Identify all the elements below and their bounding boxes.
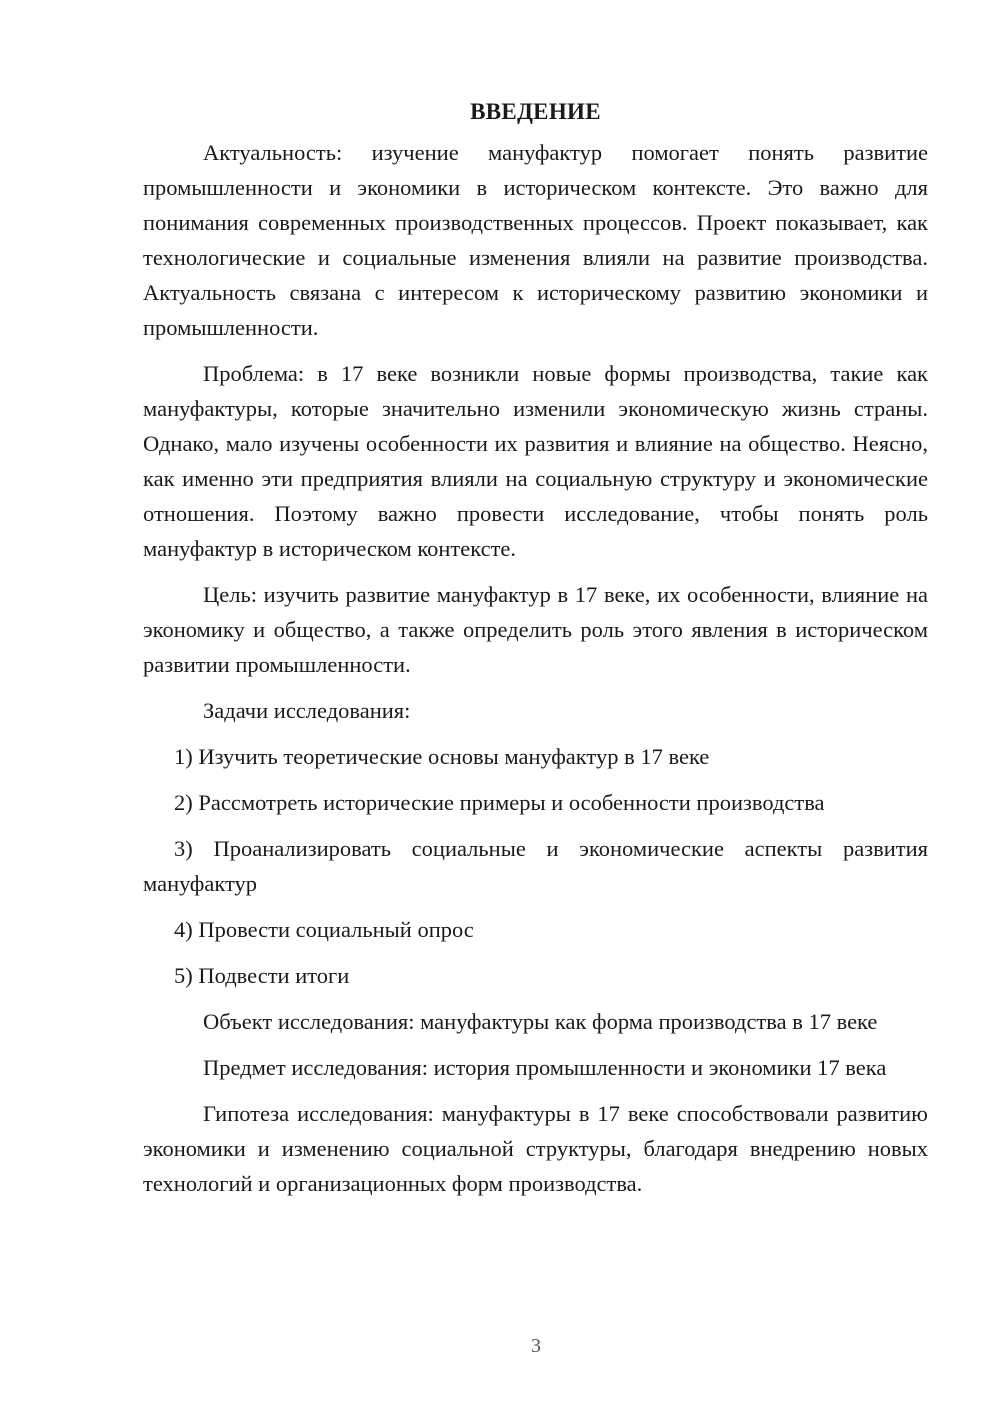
relevance-paragraph: Актуальность: изучение мануфактур помогает понять развитие промышленности и экономики в историческом контексте. Это важно для понимания современных производственных процессов. Проект показывает, как технологические и социальные изменения влияли на развитие производства. Актуальность связана с интересом к историческому развитию экономики и промышленности. bbox=[143, 140, 928, 340]
section-title: ВВЕДЕНИЕ bbox=[470, 99, 601, 124]
task-item-4: 4) Провести социальный опрос bbox=[174, 917, 474, 942]
goal-paragraph: Цель: изучить развитие мануфактур в 17 веке, их особенности, влияние на экономику и общество, а также определить роль этого явления в историческом развитии промышленности. bbox=[143, 582, 928, 677]
page-number: 3 bbox=[531, 1335, 541, 1357]
task-item-3: 3) Проанализировать социальные и экономические аспекты развития мануфактур bbox=[143, 836, 928, 896]
problem-paragraph: Проблема: в 17 веке возникли новые формы производства, такие как мануфактуры, которые значительно изменили экономическую жизнь страны. Однако, мало изучены особенности их развития и влияние на общество. Неясно, как именно эти предприятия влияли на социальную структуру и экономические отношения. Поэтому важно провести исследование, чтобы понять роль мануфактур в историческом контексте. bbox=[143, 361, 928, 561]
task-item-5: 5) Подвести итоги bbox=[174, 963, 350, 988]
tasks-heading: Задачи исследования: bbox=[203, 698, 411, 723]
task-item-2: 2) Рассмотреть исторические примеры и особенности производства bbox=[174, 790, 825, 815]
object-paragraph: Объект исследования: мануфактуры как форма производства в 17 веке bbox=[203, 1009, 878, 1034]
subject-paragraph: Предмет исследования: история промышленности и экономики 17 века bbox=[203, 1055, 887, 1080]
hypothesis-paragraph: Гипотеза исследования: мануфактуры в 17 веке способствовали развитию экономики и изменению социальной структуры, благодаря внедрению новых технологий и организационных форм производства. bbox=[143, 1101, 928, 1196]
task-item-1: 1) Изучить теоретические основы мануфактур в 17 веке bbox=[174, 744, 710, 769]
page-content bbox=[143, 94, 928, 1212]
